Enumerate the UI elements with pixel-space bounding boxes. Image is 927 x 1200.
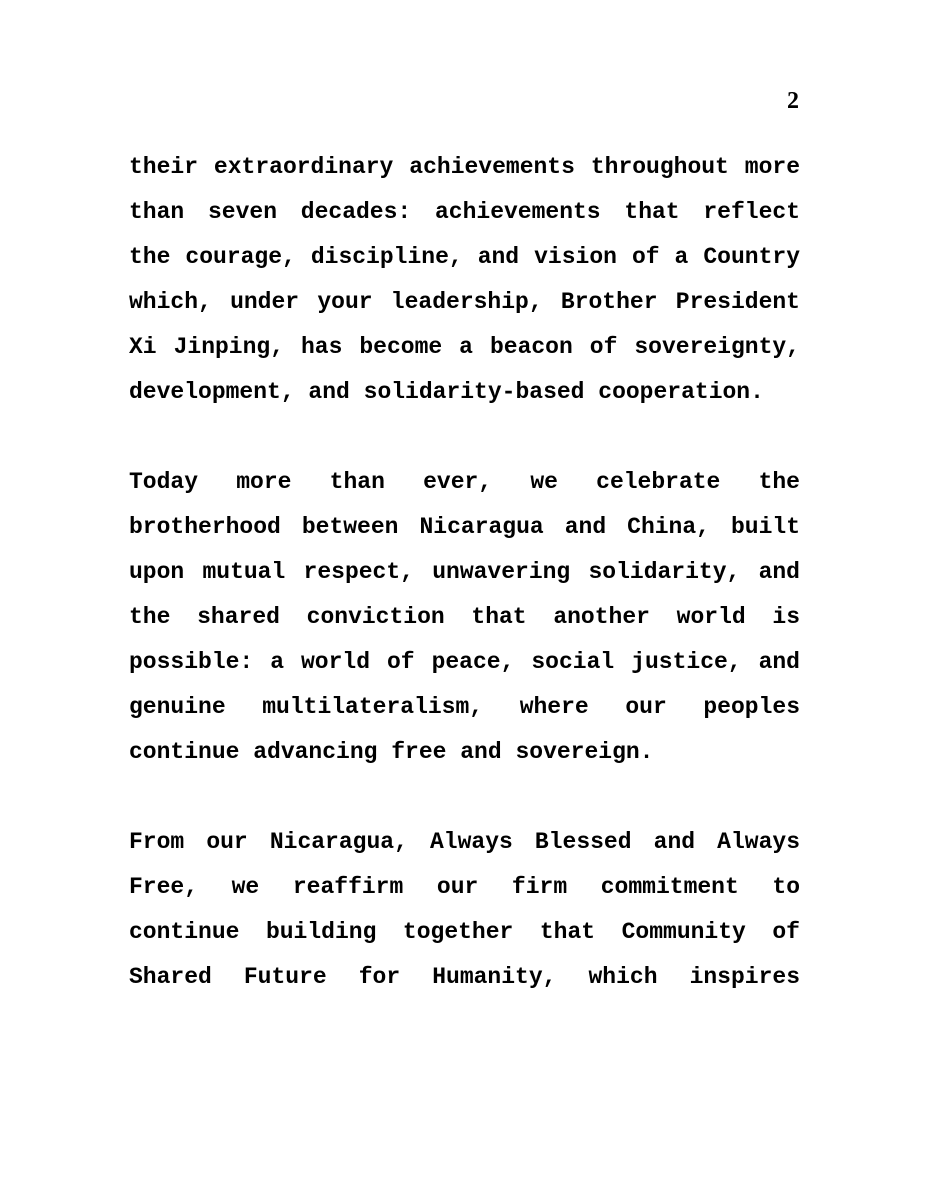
letter-body [129, 145, 800, 1000]
paragraph-1: their extraordinary achievements throughout more than seven decades: achievements that reflect the courage, discipline, and vision of a Country which, under your leadership, Brother President Xi Jinping, has become a beacon of sovereignty, development, and solidarity-based cooperation. [129, 154, 800, 405]
paragraph-2: Today more than ever, we celebrate the brotherhood between Nicaragua and China, built upon mutual respect, unwavering solidarity, and the shared conviction that another world is possible: a world of peace, social justice, and genuine multilateralism, where our peoples continue advancing free and sovereign. [129, 469, 800, 765]
paragraph-3: From our Nicaragua, Always Blessed and Always Free, we reaffirm our firm commitment to continue building together that Community of Shared Future for Humanity, which inspires [129, 829, 800, 990]
page-number: 2 [787, 88, 799, 114]
